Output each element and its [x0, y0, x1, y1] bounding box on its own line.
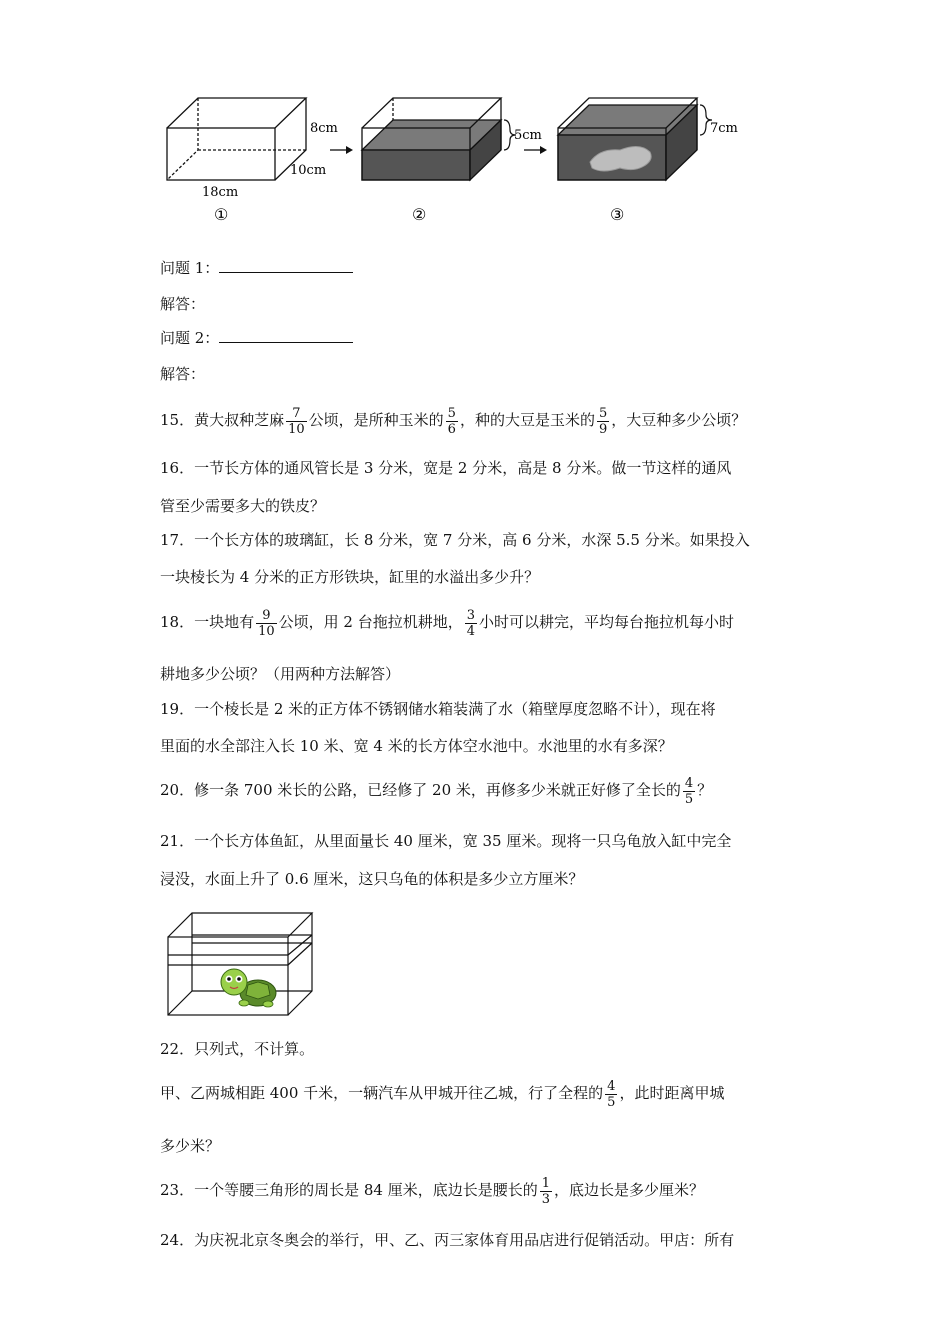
turtle-icon — [221, 969, 276, 1007]
fraction-7-10: $\frac{7}{10}$ — [288, 405, 305, 437]
problem-19-line-1: 19．一个棱长是 2 米的正方体不锈钢储水箱装满了水（箱壁厚度忽略不计），现在将 — [160, 700, 716, 718]
p23-text-a: 23．一个等腰三角形的周长是 84 厘米，底边长是腰长的 — [160, 1181, 538, 1199]
problem-18-line-2: 耕地多少公顷？（用两种方法解答） — [160, 665, 401, 683]
problem-17-line-2: 一块棱长为 4 分米的正方形铁块，缸里的水溢出多少升？ — [160, 568, 540, 586]
question-2 — [160, 328, 353, 348]
fraction-9-10: $\frac{9}{10}$ — [258, 607, 275, 639]
fraction-1-3: $\frac{1}{3}$ — [541, 1175, 550, 1207]
box-2 — [362, 98, 501, 180]
problem-22-line-0: 22．只列式，不计算。 — [160, 1040, 315, 1058]
label-1: ① — [214, 205, 229, 224]
answer-blank-1[interactable] — [219, 258, 353, 273]
box-water-figure — [150, 90, 770, 230]
fraction-4-5-b: $\frac{4}{5}$ — [607, 1078, 616, 1110]
answer-blank-2[interactable] — [219, 328, 353, 343]
problem-21-line-2: 浸没，水面上升了 0.6 厘米，这只乌龟的体积是多少立方厘米？ — [160, 870, 584, 888]
question-1-label: 问题 1： — [160, 259, 220, 277]
fraction-5-9: $\frac{5}{9}$ — [598, 405, 608, 437]
dim-length: 18cm — [202, 185, 239, 200]
fraction-5-6: $\frac{5}{6}$ — [447, 405, 456, 437]
answer-1-label: 解答： — [160, 295, 206, 313]
p18-text-a: 18．一块地有 — [160, 613, 255, 631]
problem-17-line-1: 17．一个长方体的玻璃缸，长 8 分米，宽 7 分米，高 6 分米，水深 5.5 分米。如果投入 — [160, 531, 750, 549]
p15-text-b: 公顷，是所种玉米的 — [308, 411, 444, 429]
fraction-3-4: $\frac{3}{4}$ — [466, 607, 476, 639]
p18-text-c: 小时可以耕完，平均每台拖拉机每小时 — [479, 613, 735, 631]
problem-23 — [160, 1172, 704, 1208]
p15-text-d: ，大豆种多少公顷？ — [611, 411, 747, 429]
problem-16-line-1: 16．一节长方体的通风管长是 3 分米，宽是 2 分米，高是 8 分米。做一节这样的通风 — [160, 459, 732, 477]
problem-18 — [160, 604, 734, 640]
label-3: ③ — [610, 205, 625, 224]
problem-24-line-1: 24．为庆祝北京冬奥会的举行，甲、乙、丙三家体育用品店进行促销活动。甲店：所有 — [160, 1231, 735, 1249]
p15-text-c: ，种的大豆是玉米的 — [459, 411, 595, 429]
question-1 — [160, 258, 353, 278]
problem-21-line-1: 21．一个长方体鱼缸，从里面量长 40 厘米，宽 35 厘米。现将一只乌龟放入缸中完全 — [160, 832, 732, 850]
p15-text-a: 15．黄大叔种芝麻 — [160, 411, 285, 429]
problem-22 — [160, 1075, 724, 1111]
problem-20 — [160, 772, 712, 808]
fraction-4-5: $\frac{4}{5}$ — [684, 775, 694, 807]
box-1 — [167, 98, 306, 180]
problem-22-line-2: 多少米？ — [160, 1137, 221, 1155]
p22-text-b: ，此时距离甲城 — [619, 1084, 725, 1102]
p23-text-b: ，底边长是多少厘米？ — [554, 1181, 705, 1199]
box-3 — [558, 98, 697, 180]
p20-text-a: 20．修一条 700 米长的公路，已经修了 20 米，再修多少米就正好修了全长的 — [160, 781, 681, 799]
dim-width: 10cm — [290, 163, 327, 178]
label-2: ② — [412, 205, 427, 224]
dim-height: 8cm — [310, 121, 338, 136]
p20-text-b: ？ — [697, 781, 713, 799]
question-2-label: 问题 2： — [160, 329, 220, 347]
fish-tank-figure — [160, 905, 330, 1025]
problem-19-line-2: 里面的水全部注入长 10 米、宽 4 米的长方体空水池中。水池里的水有多深？ — [160, 737, 673, 755]
problem-16-line-2: 管至少需要多大的铁皮？ — [160, 497, 326, 515]
p18-text-b: 公顷，用 2 台拖拉机耕地， — [278, 613, 463, 631]
p22-text-a: 甲、乙两城相距 400 千米，一辆汽车从甲城开往乙城，行了全程的 — [160, 1084, 604, 1102]
water-level-3: 7cm — [710, 121, 738, 136]
problem-15 — [160, 402, 746, 438]
water-level-2: 5cm — [514, 128, 542, 143]
answer-2-label: 解答： — [160, 365, 206, 383]
